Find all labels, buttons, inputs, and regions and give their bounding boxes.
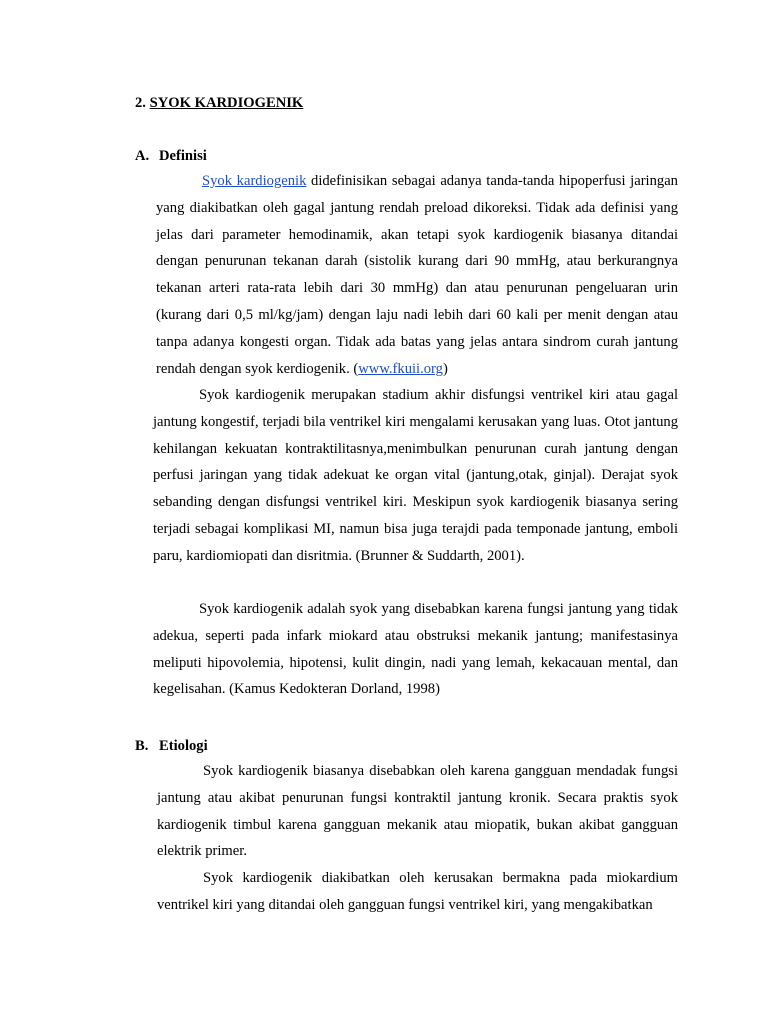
title-text: SYOK KARDIOGENIK — [149, 95, 304, 111]
definisi-paragraph-2: Syok kardiogenik merupakan stadium akhir disfungsi ventrikel kiri atau gagal jantung kongestif, terjadi bila ventrikel kiri mengalami kerusakan yang luas. Otot jantung kehilangan kekuatan kontraktilitasnya,menimbulkan penurunan curah jantung dengan perfusi jaringan yang tidak adekuat ke organ vital (jantung,otak, ginjal). Derajat syok sebanding dengan disfungsi ventrikel kiri. Meskipun syok kardiogenik biasanya sering terjadi sebagai komplikasi MI, namun bisa juga terajdi pada temponade jantung, emboli paru, kardiomiopati dan disritmia. (Brunner & Suddarth, 2001). — [153, 387, 678, 564]
section-b-title: Etiologi — [159, 738, 208, 754]
definisi-paragraph-3: Syok kardiogenik adalah syok yang disebabkan karena fungsi jantung yang tidak adekua, seperti pada infark miokard atau obstruksi mekanik jantung; manifestasinya meliputi hipovolemia, hipotensi, kulit dingin, nadi yang lemah, kekacauan mental, dan kegelisahan. (Kamus Kedokteran Dorland, 1998) — [153, 601, 678, 698]
etiologi-paragraph-1: Syok kardiogenik biasanya disebabkan oleh karena gangguan mendadak fungsi jantung atau akibat penurunan fungsi kontraktil jantung kronik. Secara praktis syok kardiogenik timbul karena gangguan mekanik atau miopatik, bukan akibat gangguan elektrik primer. — [157, 763, 678, 860]
definisi-paragraph-1 — [156, 168, 678, 382]
section-b-letter: B. — [135, 738, 149, 754]
etiologi-paragraph-2: Syok kardiogenik diakibatkan oleh kerusakan bermakna pada miokardium ventrikel kiri yang ditandai oleh gangguan fungsi ventrikel kiri, yang mengakibatkan — [157, 870, 678, 913]
section-a-title: Definisi — [159, 148, 207, 164]
fkuii-citation-link[interactable]: www.fkuii.org — [358, 360, 443, 377]
definisi-paragraph-1-end: ) — [442, 360, 448, 377]
definisi-paragraph-1-text: didefinisikan sebagai adanya tanda-tanda hipoperfusi jaringan yang diakibatkan oleh gagal jantung rendah preload dikoreksi. Tidak ada definisi yang jelas dari parameter hemodinamik, akan tetapi syok kardiogenik biasanya ditandai dengan penurunan tekanan darah (sistolik kurang dari 90 mmHg, atau berkurangnya tekanan arteri rata-rata lebih dari 30 mmHg) dan atau penurunan pengeluaran urin (kurang dari 0,5 ml/kg/jam) dengan laju nadi lebih dari 60 kali per menit dengan atau tanpa adanya kongesti organ. Tidak ada batas yang jelas antara sindrom curah jantung rendah dengan syok kerdiogenik. ( — [156, 173, 678, 377]
syok-kardiogenik-link[interactable]: Syok kardiogenik — [202, 173, 307, 189]
document-title — [135, 94, 303, 112]
section-a-letter: A. — [135, 148, 150, 164]
title-number: 2. — [135, 95, 146, 111]
